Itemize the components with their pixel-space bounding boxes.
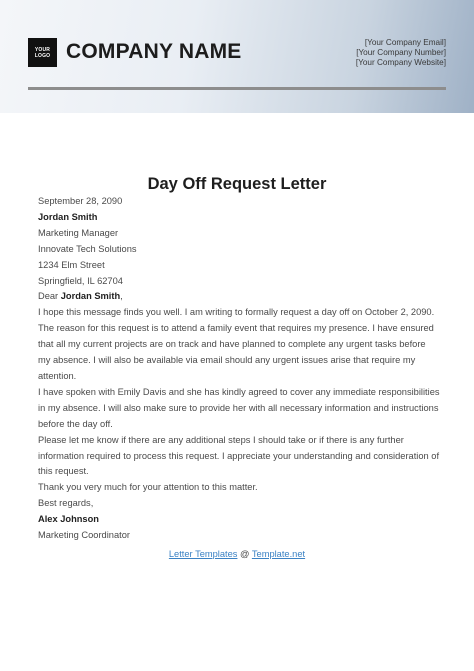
- body-paragraph-1: I hope this message finds you well. I am writing to formally request a day off on October 2, 2090. The reason for this request is to attend a family event that requires my presence. I have ensured that all my current projects are on track and have planned to complete any urgent tasks before my absence. I will also be available via email should any urgent issues arise that require my attention.: [38, 307, 435, 381]
- company-name: COMPANY NAME: [66, 40, 242, 63]
- footer-separator: @: [237, 549, 252, 559]
- company-contact: [356, 38, 446, 68]
- template-net-link[interactable]: Template.net: [251, 549, 306, 559]
- logo-text-line1: YOUR: [34, 46, 51, 53]
- company-website: [Your Company Website]: [355, 58, 446, 67]
- recipient-address-line2: Springfield, IL 62704: [38, 275, 123, 286]
- company-email: [Your Company Email]: [364, 38, 446, 47]
- body-paragraph-3: Please let me know if there are any additional steps I should take or if there is any further information required to process this request. I appreciate your understanding and consideration of this request.: [38, 434, 440, 477]
- closing: Best regards,: [38, 498, 94, 509]
- recipient-address-line1: 1234 Elm Street: [38, 259, 105, 270]
- salutation-name: Jordan Smith: [60, 291, 121, 302]
- letter-body: [38, 194, 440, 544]
- footer-attribution: [0, 549, 474, 559]
- recipient-title: Marketing Manager: [38, 227, 119, 238]
- recipient-name: Jordan Smith: [38, 211, 98, 222]
- header-divider: [28, 87, 446, 90]
- logo-text-line2: LOGO: [34, 52, 51, 59]
- body-paragraph-4: Thank you very much for your attention to this matter.: [38, 482, 258, 493]
- sender-title: Marketing Coordinator: [38, 530, 130, 541]
- company-number: [Your Company Number]: [356, 48, 446, 57]
- page-title: Day Off Request Letter: [147, 175, 327, 193]
- sender-name: Alex Johnson: [38, 514, 99, 525]
- letter-templates-link[interactable]: Letter Templates: [168, 549, 238, 559]
- company-logo: [28, 38, 57, 67]
- body-paragraph-2: I have spoken with Emily Davis and she has kindly agreed to cover any immediate responsibilities in my absence. I will also make sure to provide her with all necessary information and instructions before the day off.: [38, 386, 440, 429]
- letterhead: [0, 0, 474, 113]
- letter-date: September 28, 2090: [38, 196, 123, 206]
- recipient-company: Innovate Tech Solutions: [38, 243, 137, 254]
- salutation: Dear Jordan Smith,: [38, 291, 123, 302]
